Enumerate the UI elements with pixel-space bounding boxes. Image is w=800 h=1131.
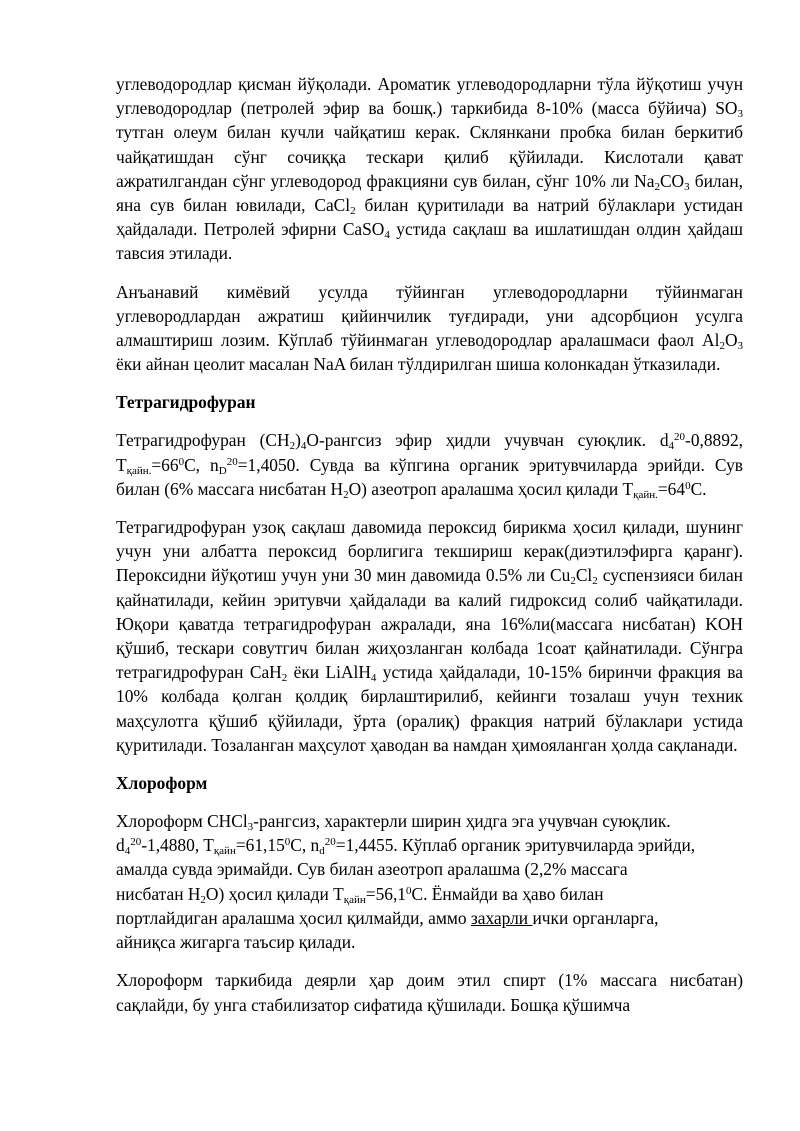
subscript: 2 xyxy=(200,893,206,906)
subscript: 2 xyxy=(654,180,660,193)
superscript: 20 xyxy=(324,836,336,849)
subscript: қайн xyxy=(213,845,236,858)
text-run: O xyxy=(724,330,738,351)
text-run: =66 xyxy=(151,454,179,475)
text-run: O-рангсиз эфир ҳидли учувчан суюқлик. d xyxy=(306,430,669,451)
text-run: Cl xyxy=(575,565,593,586)
subscript: 4 xyxy=(384,229,390,242)
superscript: 0 xyxy=(406,884,412,897)
superscript: 20 xyxy=(674,431,686,444)
heading-tetrahydrofuran: Тетрагидрофуран xyxy=(116,392,256,413)
subscript: қайн xyxy=(343,893,366,906)
subscript: 3 xyxy=(737,340,743,353)
text-run: =64 xyxy=(657,478,686,499)
subscript: қайн. xyxy=(126,464,152,477)
text-run: C, n xyxy=(184,454,219,475)
text-run: углеводородлар қисман йўқолади. Ароматик углеводородларни тўла йўқотиш учун углеводородлар (петролей эфир ва бошқ.) таркибида 8-10% (масса бўйича) SO xyxy=(116,74,743,119)
text-run: айниқса жигарга таъсир қилади. xyxy=(116,932,356,953)
text-run: -0,8892, T xyxy=(116,430,743,475)
subscript: қайн. xyxy=(633,488,658,501)
text-run: нисбатан H xyxy=(116,883,201,904)
text-run: O) ҳосил қилади T xyxy=(205,883,344,904)
superscript: 0 xyxy=(284,836,291,849)
paragraph-thf-purification xyxy=(116,515,743,757)
text-run: ) xyxy=(295,430,301,451)
subscript: 3 xyxy=(247,821,254,834)
superscript: 0 xyxy=(685,479,691,492)
text-run: Тетрагидрофуран узоқ сақлаш давомида пероксид бирикма ҳосил қилади, шунинг учун уни албатта пероксид борлигига текшириш керак(диэтилэфирга қаранг). Пероксидни йўқотиш учун уни 30 мин давомида 0.5% ли Cu xyxy=(116,517,743,586)
superscript: 0 xyxy=(178,455,185,468)
text-run: Хлороформ таркибида деярли ҳар доим этил спирт (1% массага нисбатан) сақлайди, бу унга стабилизатор сифатида қўшилади. Бошқа қўшимча xyxy=(116,970,743,1015)
text-run: =1,4455. Кўплаб органик эритувчиларда эрийди, xyxy=(335,835,696,856)
subscript: 2 xyxy=(570,575,576,588)
text-run: Тетрагидрофуран (CH xyxy=(116,430,290,451)
text-run: d xyxy=(116,835,125,856)
subscript: 2 xyxy=(719,340,725,353)
subscript: 3 xyxy=(737,108,743,121)
text-run: CO xyxy=(659,170,685,191)
text-run: =61,15 xyxy=(235,835,285,856)
subscript: 2 xyxy=(592,575,598,588)
text-run: амалда сувда эримайди. Сув билан азеотроп аралашма (2,2% массага xyxy=(116,859,628,880)
subscript: d xyxy=(319,845,325,858)
paragraph-adsorption-method xyxy=(116,280,743,377)
text-run: Хлороформ CHCl xyxy=(116,811,248,832)
text-run: C. xyxy=(690,478,707,499)
superscript: 20 xyxy=(130,836,142,849)
heading-chloroform: Хлороформ xyxy=(116,773,208,794)
text-run: билан, яна сув билан ювилади, CaCl xyxy=(116,170,743,216)
underlined-word: захарли xyxy=(470,907,533,928)
text-run: суспензияси билан қайнатилади, кейин эритувчи ҳайдалади ва калий гидроксид солиб чайқатилади. Юқори қаватда тетрагидрофуран ажралади, яна 16%ли(массага нисбатан) KOH қўшиб, тескари совутгич билан жиҳозланган колбада 1соат қайнатилади. Сўнгра тетрагидрофуран CaH xyxy=(116,565,743,683)
subscript: 4 xyxy=(370,672,377,685)
subscript: 2 xyxy=(281,672,288,685)
text-run: билан қуритилади ва натрий бўлаклари устидан ҳайдалади. Петролей эфирни CaSO xyxy=(116,195,743,240)
subscript: 3 xyxy=(684,180,690,193)
text-run: портлайдиган аралашма ҳосил қилмайди, аммо xyxy=(116,907,471,928)
text-run: C, n xyxy=(290,835,320,856)
text-run: C. Ёнмайди ва ҳаво билан xyxy=(411,883,604,904)
subscript: 2 xyxy=(289,440,296,453)
text-run: ёки айнан цеолит масалан NaA билан тўлдирилган шиша колонкадан ўтказилади. xyxy=(116,354,721,375)
text-run: Анъанавий кимёвий усулда тўйинган углеводородларни тўйинмаган углевородлардан ажратиш қийинчилик туғдиради, уни адсорбцион усулга алмаштириш лозим. Кўплаб тўйинмаган углеводородлар аралашмаси фаол Al xyxy=(116,281,743,351)
subscript: D xyxy=(218,464,227,477)
paragraph-chloroform-stabilizer xyxy=(116,968,743,1016)
paragraph-chloroform-properties xyxy=(116,809,743,954)
text-run: O) азеотроп аралашма ҳосил қилади T xyxy=(348,478,634,499)
text-run: =56,1 xyxy=(365,883,407,904)
subscript: 2 xyxy=(350,205,356,218)
text-run: устида ҳайдалади, 10-15% биринчи фракция ва 10% колбада қолган қолдиқ бирлаштирилиб, кейинги тозалаш учун техник маҳсулотга қўшиб қўйилади, ўрта (оралиқ) фракция натрий бўлаклари устида қуритилади. Тозаланган маҳсулот ҳаводан ва намдан ҳимояланган ҳолда сақланади. xyxy=(116,662,744,755)
paragraph-thf-properties xyxy=(116,428,743,501)
text-run: тутган олеум билан кучли чайқатиш керак. Склянкани пробка билан беркитиб чайқатишдан сўнг сочиққа тескари қилиб қўйилади. Кислотали қават ажратилгандан сўнг углеводород фракцияни сув билан, сўнг 10% ли Na xyxy=(116,122,743,191)
subscript: 2 xyxy=(343,488,349,501)
paragraph-hydrocarbons-purification xyxy=(116,72,743,266)
subscript: 4 xyxy=(124,845,131,858)
text-run: устида сақлаш ва ишлатишдан олдин ҳайдаш тавсия этилади. xyxy=(116,219,743,264)
subscript: 4 xyxy=(300,440,307,453)
text-run: ёки LiAlH xyxy=(287,662,371,683)
text-run: -1,4880, T xyxy=(141,835,214,856)
text-run: =1,4050. Сувда ва кўпгина органик эритувчиларда эрийди. Сув билан (6% массага нисбатан H xyxy=(116,454,743,499)
text-run: -рангсиз, характерли ширин ҳидга эга учувчан суюқлик. xyxy=(253,811,671,832)
text-run: ички органларга, xyxy=(532,907,659,928)
subscript: 4 xyxy=(668,440,675,453)
superscript: 20 xyxy=(226,455,238,468)
